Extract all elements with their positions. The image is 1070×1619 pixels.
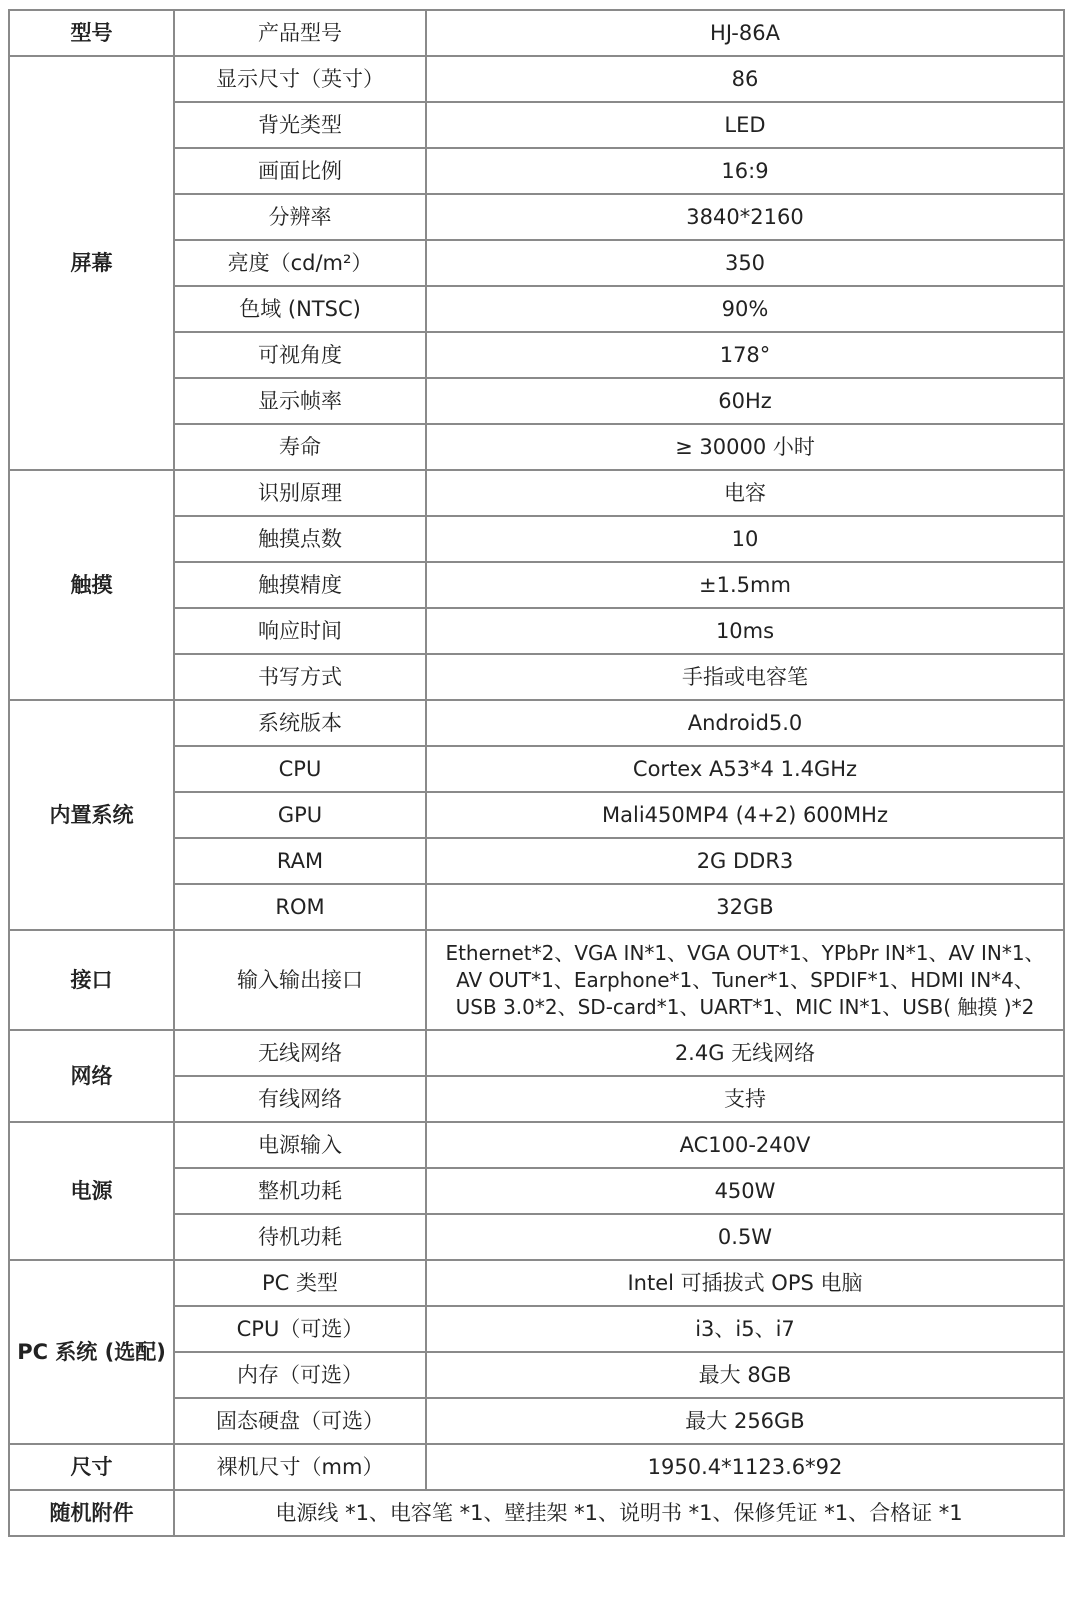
- spec-label: 系统版本: [174, 700, 426, 746]
- table-row: [9, 1030, 1064, 1076]
- category-cell: 触摸: [9, 470, 174, 700]
- spec-value: 2.4G 无线网络: [426, 1030, 1064, 1076]
- spec-label: 分辨率: [174, 194, 426, 240]
- spec-label: RAM: [174, 838, 426, 884]
- header-product-model-value: HJ-86A: [426, 10, 1064, 56]
- spec-value: 16:9: [426, 148, 1064, 194]
- spec-label: 触摸点数: [174, 516, 426, 562]
- spec-value: 最大 8GB: [426, 1352, 1064, 1398]
- spec-value: 电容: [426, 470, 1064, 516]
- spec-value: Mali450MP4 (4+2) 600MHz: [426, 792, 1064, 838]
- header-row: [9, 10, 1064, 56]
- spec-value: 手指或电容笔: [426, 654, 1064, 700]
- spec-value: 10ms: [426, 608, 1064, 654]
- spec-label: 内存（可选）: [174, 1352, 426, 1398]
- category-cell: 屏幕: [9, 56, 174, 470]
- spec-value: 178°: [426, 332, 1064, 378]
- spec-label: 整机功耗: [174, 1168, 426, 1214]
- spec-value: i3、i5、i7: [426, 1306, 1064, 1352]
- spec-table-body: [9, 10, 1064, 1536]
- spec-value: Intel 可插拔式 OPS 电脑: [426, 1260, 1064, 1306]
- table-row: [9, 56, 1064, 102]
- spec-value: 0.5W: [426, 1214, 1064, 1260]
- table-row: [9, 700, 1064, 746]
- spec-label: 寿命: [174, 424, 426, 470]
- category-cell: 尺寸: [9, 1444, 174, 1490]
- spec-value: Android5.0: [426, 700, 1064, 746]
- category-cell: 电源: [9, 1122, 174, 1260]
- spec-value: 86: [426, 56, 1064, 102]
- spec-value: 2G DDR3: [426, 838, 1064, 884]
- spec-label: CPU（可选）: [174, 1306, 426, 1352]
- spec-label: ROM: [174, 884, 426, 930]
- spec-label: 背光类型: [174, 102, 426, 148]
- spec-label: 电源输入: [174, 1122, 426, 1168]
- table-row: [9, 470, 1064, 516]
- category-cell: 内置系统: [9, 700, 174, 930]
- spec-value: 支持: [426, 1076, 1064, 1122]
- spec-label: 书写方式: [174, 654, 426, 700]
- spec-label: 可视角度: [174, 332, 426, 378]
- spec-value: [426, 930, 1064, 1030]
- spec-table: [8, 9, 1065, 1537]
- spec-label: 亮度（cd/m²）: [174, 240, 426, 286]
- category-cell: 网络: [9, 1030, 174, 1122]
- spec-value: AC100-240V: [426, 1122, 1064, 1168]
- spec-value: 1950.4*1123.6*92: [426, 1444, 1064, 1490]
- spec-value: 350: [426, 240, 1064, 286]
- spec-value: 32GB: [426, 884, 1064, 930]
- spec-label: 输入输出接口: [174, 930, 426, 1030]
- spec-value: ±1.5mm: [426, 562, 1064, 608]
- spec-label: 触摸精度: [174, 562, 426, 608]
- spec-value-line: USB 3.0*2、SD-card*1、UART*1、MIC IN*1、USB( 触摸 )*2: [455, 994, 1035, 1019]
- spec-value: 450W: [426, 1168, 1064, 1214]
- spec-label: 待机功耗: [174, 1214, 426, 1260]
- spec-label: 色域 (NTSC): [174, 286, 426, 332]
- spec-label: PC 类型: [174, 1260, 426, 1306]
- spec-label: 无线网络: [174, 1030, 426, 1076]
- spec-value-line: Ethernet*2、VGA IN*1、VGA OUT*1、YPbPr IN*1、AV IN*1、: [445, 940, 1045, 965]
- header-product-model-label: 产品型号: [174, 10, 426, 56]
- table-row: [9, 1122, 1064, 1168]
- spec-value: ≥ 30000 小时: [426, 424, 1064, 470]
- spec-label: 画面比例: [174, 148, 426, 194]
- accessories-row: [9, 1490, 1064, 1536]
- spec-label: 显示帧率: [174, 378, 426, 424]
- spec-value: Cortex A53*4 1.4GHz: [426, 746, 1064, 792]
- spec-label: 响应时间: [174, 608, 426, 654]
- spec-value: LED: [426, 102, 1064, 148]
- spec-label: CPU: [174, 746, 426, 792]
- header-model-label: 型号: [9, 10, 174, 56]
- table-row: [9, 1260, 1064, 1306]
- accessories-label: 随机附件: [9, 1490, 174, 1536]
- category-cell: PC 系统 (选配): [9, 1260, 174, 1444]
- category-cell: 接口: [9, 930, 174, 1030]
- spec-value: 60Hz: [426, 378, 1064, 424]
- table-row: [9, 1444, 1064, 1490]
- spec-value: 3840*2160: [426, 194, 1064, 240]
- spec-value: 最大 256GB: [426, 1398, 1064, 1444]
- spec-value: 90%: [426, 286, 1064, 332]
- spec-label: 显示尺寸（英寸）: [174, 56, 426, 102]
- table-row: [9, 930, 1064, 1030]
- spec-label: 固态硬盘（可选）: [174, 1398, 426, 1444]
- spec-label: 识别原理: [174, 470, 426, 516]
- spec-label: GPU: [174, 792, 426, 838]
- spec-value-line: AV OUT*1、Earphone*1、Tuner*1、SPDIF*1、HDMI IN*4、: [456, 967, 1034, 992]
- spec-label: 有线网络: [174, 1076, 426, 1122]
- spec-label: 裸机尺寸（mm）: [174, 1444, 426, 1490]
- accessories-value: 电源线 *1、电容笔 *1、壁挂架 *1、说明书 *1、保修凭证 *1、合格证 *1: [174, 1490, 1064, 1536]
- spec-value: 10: [426, 516, 1064, 562]
